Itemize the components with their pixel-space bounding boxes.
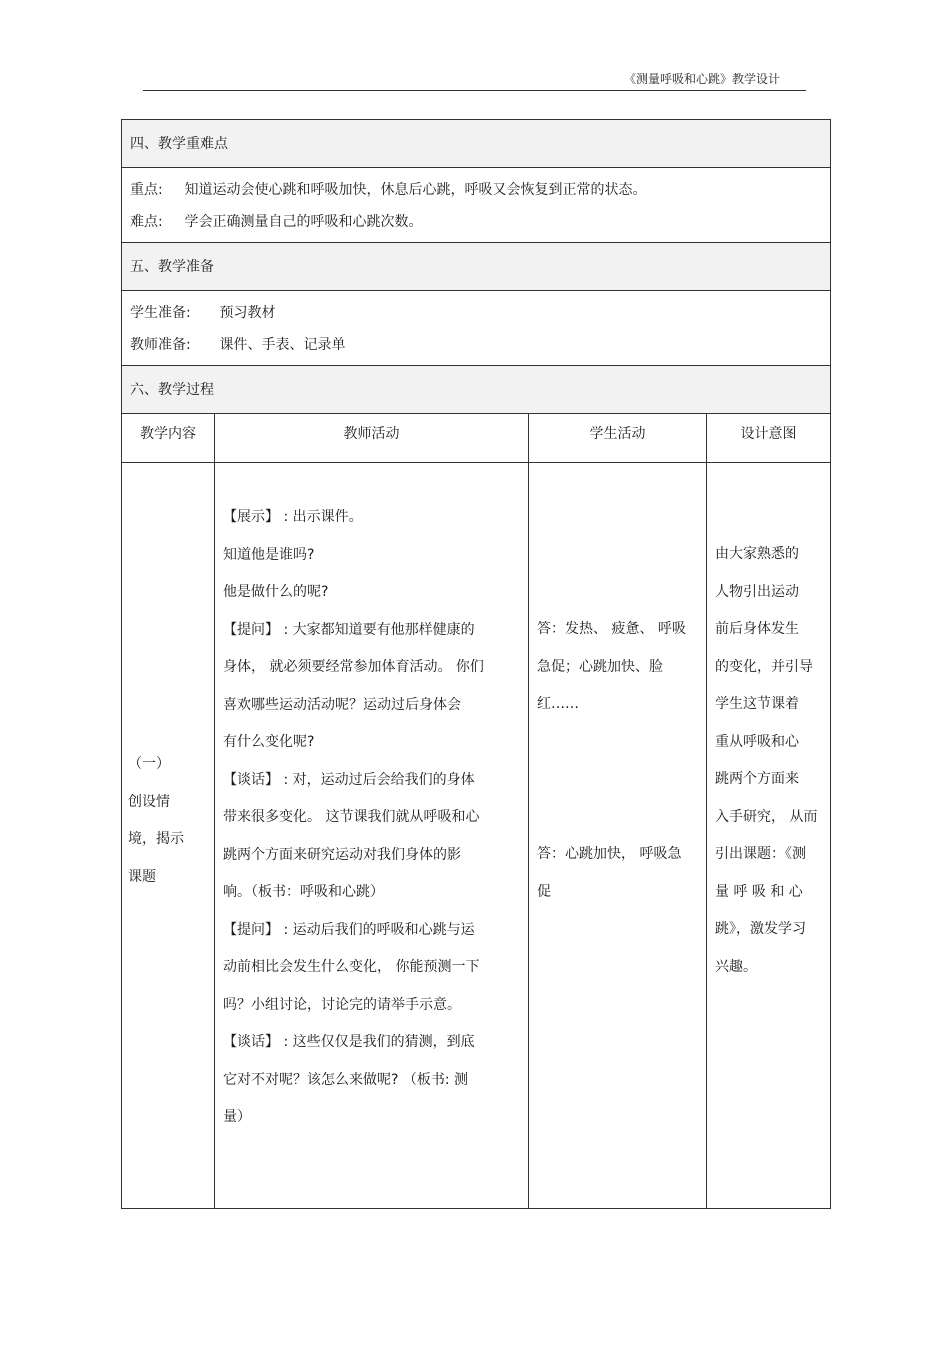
design-intent-text — [715, 536, 817, 986]
difficult-point-label: 难点: — [130, 214, 163, 230]
header-rule — [143, 90, 806, 91]
teacher-line: 量） — [223, 1109, 251, 1125]
document-header-title: 《测量呼吸和心跳》教学设计 — [623, 72, 780, 86]
teacher-line: 【展示】 : 出示课件。 — [223, 509, 363, 525]
teacher-line: 【谈话】 : 对，运动过后会给我们的身体 — [223, 771, 475, 788]
teacher-line: 喜欢哪些运动活动呢？运动过后身体会 — [223, 696, 461, 713]
teacher-prep-line — [130, 329, 830, 361]
teacher-line: 【提问】 : 运动后我们的呼吸和心跳与运 — [223, 921, 475, 938]
process-table-row — [122, 463, 830, 1208]
student-line: 红…… — [537, 696, 579, 712]
design-intent-cell — [707, 463, 830, 1208]
intent-line: 跳两个方面来 — [715, 771, 799, 787]
intent-line: 跳》，激发学习 — [715, 921, 806, 937]
teacher-line: 身体， 就必须要经常参加体育活动。 你们 — [223, 659, 484, 675]
content-line: 创设情 — [128, 793, 170, 810]
teacher-line: 动前相比会发生什么变化， 你能预测一下 — [223, 959, 480, 975]
section6-heading: 六、教学过程 — [122, 366, 830, 414]
teacher-line: 有什么变化呢? — [223, 734, 315, 750]
student-answer-2 — [537, 836, 681, 911]
student-prep-line — [130, 297, 830, 329]
intent-line: 由大家熟悉的 — [715, 546, 799, 562]
student-line: 促 — [537, 883, 551, 900]
student-prep-text: 预习教材 — [219, 305, 276, 321]
teacher-line: 【提问】 : 大家都知道要有他那样健康的 — [223, 621, 475, 638]
column-header-teacher: 教师活动 — [215, 414, 529, 462]
teacher-line: 知道他是谁吗? — [223, 546, 315, 563]
teacher-activity-cell — [215, 463, 529, 1208]
content-line: 课题 — [128, 868, 156, 885]
student-activity-cell — [529, 463, 707, 1208]
section5-heading: 五、教学准备 — [122, 243, 830, 291]
intent-line: 学生这节课着 — [715, 696, 799, 712]
key-point-line — [130, 174, 830, 206]
teacher-line: 带来很多变化。 这节课我们就从呼吸和心 — [223, 809, 480, 825]
student-answer-1 — [537, 611, 686, 724]
teacher-line: 跳两个方面来研究运动对我们身体的影 — [223, 846, 461, 863]
teacher-activity-text — [223, 499, 517, 1137]
intent-line: 引出课题：《测 — [715, 846, 806, 862]
difficult-point-text: 学会正确测量自己的呼吸和心跳次数。 — [184, 214, 423, 230]
column-header-content: 教学内容 — [122, 414, 215, 462]
content-line: （一） — [128, 756, 170, 772]
content-text — [128, 746, 184, 896]
intent-line: 兴趣。 — [715, 958, 757, 975]
content-cell — [122, 463, 215, 1208]
student-line: 答：心跳加快， 呼吸急 — [537, 846, 682, 862]
section4-body — [122, 168, 830, 243]
column-header-intent: 设计意图 — [740, 426, 797, 442]
content-line: 境，揭示 — [128, 831, 184, 847]
section5-body — [122, 291, 830, 366]
key-point-label: 重点: — [130, 182, 163, 198]
intent-line: 量 呼 吸 和 心 — [715, 883, 803, 900]
student-line: 答：发热、 疲惫、 呼吸 — [537, 621, 686, 637]
difficult-point-line — [130, 206, 830, 238]
column-header-student: 学生活动 — [529, 414, 707, 462]
teacher-line: 它对不对呢？该怎么来做呢? （板书: 测 — [223, 1071, 469, 1088]
intent-line: 前后身体发生 — [715, 621, 799, 637]
student-prep-label: 学生准备: — [130, 305, 191, 321]
intent-line: 入手研究， 从而 — [715, 808, 818, 825]
lesson-plan-table — [121, 119, 831, 1209]
intent-line: 重从呼吸和心 — [715, 733, 799, 750]
student-line: 急促；心跳加快、脸 — [537, 658, 663, 675]
intent-line: 的变化，并引导 — [715, 658, 813, 675]
section4-heading: 四、教学重难点 — [122, 120, 830, 168]
teacher-line: 吗？小组讨论，讨论完的请举手示意。 — [223, 996, 461, 1013]
teacher-line: 他是做什么的呢? — [223, 584, 329, 600]
teacher-prep-text: 课件、手表、记录单 — [219, 337, 346, 353]
process-table-header — [122, 414, 830, 463]
teacher-line: 【谈话】 : 这些仅仅是我们的猜测，到底 — [223, 1034, 475, 1050]
teacher-prep-label: 教师准备: — [130, 337, 191, 353]
teacher-line: 响。（板书：呼吸和心跳） — [223, 884, 384, 900]
key-point-text: 知道运动会使心跳和呼吸加快，休息后心跳，呼吸又会恢复到正常的状态。 — [184, 182, 647, 198]
intent-line: 人物引出运动 — [715, 583, 799, 600]
